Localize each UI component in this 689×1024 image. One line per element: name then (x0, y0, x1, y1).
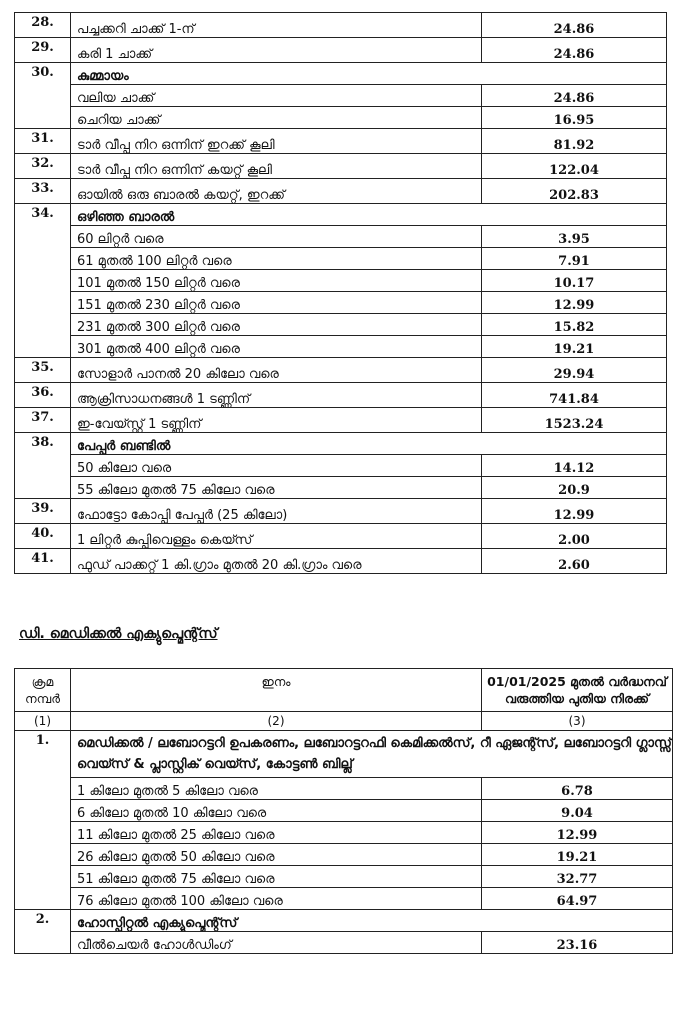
serial-number: 30. (15, 63, 71, 129)
rate-value: 741.84 (482, 383, 667, 408)
serial-number: 28. (15, 13, 71, 38)
table-row (15, 179, 667, 204)
table-subrow (15, 455, 667, 477)
table-row (15, 383, 667, 408)
table-row (15, 13, 667, 38)
table-row (15, 433, 667, 455)
item-name: 231 മുതൽ 300 ലിറ്റർ വരെ (71, 314, 482, 336)
serial-number: 29. (15, 38, 71, 63)
column-number: (3) (482, 712, 673, 731)
table-header-row (15, 669, 673, 712)
rate-value: 7.91 (482, 248, 667, 270)
column-number: (2) (71, 712, 482, 731)
serial-number: 31. (15, 129, 71, 154)
serial-number: 41. (15, 549, 71, 574)
item-name: 60 ലിറ്റർ വരെ (71, 226, 482, 248)
table-row (15, 204, 667, 226)
rate-value: 23.16 (482, 932, 673, 954)
column-number: (1) (15, 712, 71, 731)
table-subrow (15, 932, 673, 954)
table-subrow (15, 292, 667, 314)
rate-value: 12.99 (482, 499, 667, 524)
serial-number: 34. (15, 204, 71, 358)
rate-value: 6.78 (482, 778, 673, 800)
item-name: വീൽചെയർ ഹോൾഡിംഗ് (71, 932, 482, 954)
item-name: കരി 1 ചാക്ക് (71, 38, 482, 63)
serial-number: 32. (15, 154, 71, 179)
rate-value: 64.97 (482, 888, 673, 910)
rate-value: 12.99 (482, 292, 667, 314)
table-row (15, 154, 667, 179)
serial-number: 33. (15, 179, 71, 204)
table-row (15, 358, 667, 383)
header-item: ഇനം (71, 669, 482, 712)
table-subrow (15, 866, 673, 888)
item-name: 101 മുതൽ 150 ലിറ്റർ വരെ (71, 270, 482, 292)
serial-number: 36. (15, 383, 71, 408)
table-subrow (15, 778, 673, 800)
item-name: 76 കിലോ മുതൽ 100 കിലോ വരെ (71, 888, 482, 910)
table-row (15, 63, 667, 85)
serial-number: 37. (15, 408, 71, 433)
item-name: 6 കിലോ മുതൽ 10 കിലോ വരെ (71, 800, 482, 822)
item-name: പച്ചക്കറി ചാക്ക് 1-ന് (71, 13, 482, 38)
rate-value: 19.21 (482, 336, 667, 358)
item-name: വലിയ ചാക്ക് (71, 85, 482, 107)
rate-value: 19.21 (482, 844, 673, 866)
table-subrow (15, 85, 667, 107)
column-number-row (15, 712, 673, 731)
item-name: 61 മുതൽ 100 ലിറ്റർ വരെ (71, 248, 482, 270)
group-title: പേപ്പർ ബണ്ടിൽ (71, 433, 667, 455)
rate-value: 81.92 (482, 129, 667, 154)
table-subrow (15, 270, 667, 292)
table-row (15, 910, 673, 932)
serial-number: 1. (15, 731, 71, 910)
item-name: 51 കിലോ മുതൽ 75 കിലോ വരെ (71, 866, 482, 888)
rate-value: 2.60 (482, 549, 667, 574)
section-d-title: ഡി. മെഡിക്കൽ എക്യുപ്മെന്റ്സ് (19, 626, 218, 642)
item-name: ഇ-വേയ്സ്റ്റ് 1 ടണ്ണിന് (71, 408, 482, 433)
rate-value: 15.82 (482, 314, 667, 336)
table-subrow (15, 107, 667, 129)
table-row (15, 408, 667, 433)
rate-value: 9.04 (482, 800, 673, 822)
group-title: ഒഴിഞ്ഞ ബാരൽ (71, 204, 667, 226)
table-row (15, 499, 667, 524)
serial-number: 39. (15, 499, 71, 524)
table-subrow (15, 888, 673, 910)
rate-value: 32.77 (482, 866, 673, 888)
group-title: മെഡിക്കൽ / ലബോറട്ടറി ഉപകരണം, ലബോറട്ടറഫി കെമിക്കൽസ്, റീ ഏജന്റ്സ്, ലബോറട്ടറി ഗ്ലാസ്സ് വെയ്സ് & പ്ലാസ്റ്റിക് വെയ്സ്, കോട്ടൺ ബില്ല് (71, 731, 673, 778)
item-name: ഫുഡ് പാക്കറ്റ് 1 കി.ഗ്രാം മുതൽ 20 കി.ഗ്രാം വരെ (71, 549, 482, 574)
serial-number: 40. (15, 524, 71, 549)
serial-number: 35. (15, 358, 71, 383)
table-subrow (15, 477, 667, 499)
table-subrow (15, 314, 667, 336)
table-subrow (15, 844, 673, 866)
item-name: 55 കിലോ മുതൽ 75 കിലോ വരെ (71, 477, 482, 499)
header-new-rate: 01/01/2025 മുതൽ വർദ്ധനവ് വരുത്തിയ പുതിയ നിരക്ക് (482, 669, 673, 712)
rate-value: 3.95 (482, 226, 667, 248)
item-name: ടാർ വീപ്പ നിറ ഒന്നിന് കയറ്റ് കൂലി (71, 154, 482, 179)
rate-value: 122.04 (482, 154, 667, 179)
item-name: 151 മുതൽ 230 ലിറ്റർ വരെ (71, 292, 482, 314)
header-serial-no: ക്രമ നമ്പർ (15, 669, 71, 712)
rate-value: 29.94 (482, 358, 667, 383)
item-name: 26 കിലോ മുതൽ 50 കിലോ വരെ (71, 844, 482, 866)
item-name: 1 കിലോ മുതൽ 5 കിലോ വരെ (71, 778, 482, 800)
serial-number: 2. (15, 910, 71, 954)
table-subrow (15, 248, 667, 270)
item-name: ചെറിയ ചാക്ക് (71, 107, 482, 129)
item-name: 50 കിലോ വരെ (71, 455, 482, 477)
table-subrow (15, 336, 667, 358)
table-subrow (15, 226, 667, 248)
rate-value: 10.17 (482, 270, 667, 292)
rate-value: 12.99 (482, 822, 673, 844)
group-title: കുമ്മായം (71, 63, 667, 85)
rate-value: 14.12 (482, 455, 667, 477)
rate-value: 16.95 (482, 107, 667, 129)
item-name: 11 കിലോ മുതൽ 25 കിലോ വരെ (71, 822, 482, 844)
item-name: ഫോട്ടോ കോപ്പി പേപ്പർ (25 കിലോ) (71, 499, 482, 524)
item-name: ആക്രിസാധനങ്ങൾ 1 ടണ്ണിന് (71, 383, 482, 408)
table-row (15, 524, 667, 549)
rate-value: 20.9 (482, 477, 667, 499)
table-row (15, 129, 667, 154)
medical-equipment-table (14, 668, 673, 954)
item-name: ഓയിൽ ഒരു ബാരൽ കയറ്റ്, ഇറക്ക് (71, 179, 482, 204)
table-row (15, 38, 667, 63)
item-name: 1 ലിറ്റർ കുപ്പിവെള്ളം കെയ്സ് (71, 524, 482, 549)
table-row (15, 549, 667, 574)
rate-value: 24.86 (482, 13, 667, 38)
group-title: ഹോസ്പിറ്റൽ എക്യുപ്മെന്റ്സ് (71, 910, 673, 932)
item-name: ടാർ വീപ്പ നിറ ഒന്നിന് ഇറക്ക് കൂലി (71, 129, 482, 154)
serial-number: 38. (15, 433, 71, 499)
rates-table-continued (14, 12, 667, 574)
table-subrow (15, 822, 673, 844)
rate-value: 2.00 (482, 524, 667, 549)
rate-value: 1523.24 (482, 408, 667, 433)
table-row (15, 731, 673, 778)
rate-value: 202.83 (482, 179, 667, 204)
rate-value: 24.86 (482, 38, 667, 63)
item-name: 301 മുതൽ 400 ലിറ്റർ വരെ (71, 336, 482, 358)
item-name: സോളാർ പാനൽ 20 കിലോ വരെ (71, 358, 482, 383)
table-subrow (15, 800, 673, 822)
rate-value: 24.86 (482, 85, 667, 107)
